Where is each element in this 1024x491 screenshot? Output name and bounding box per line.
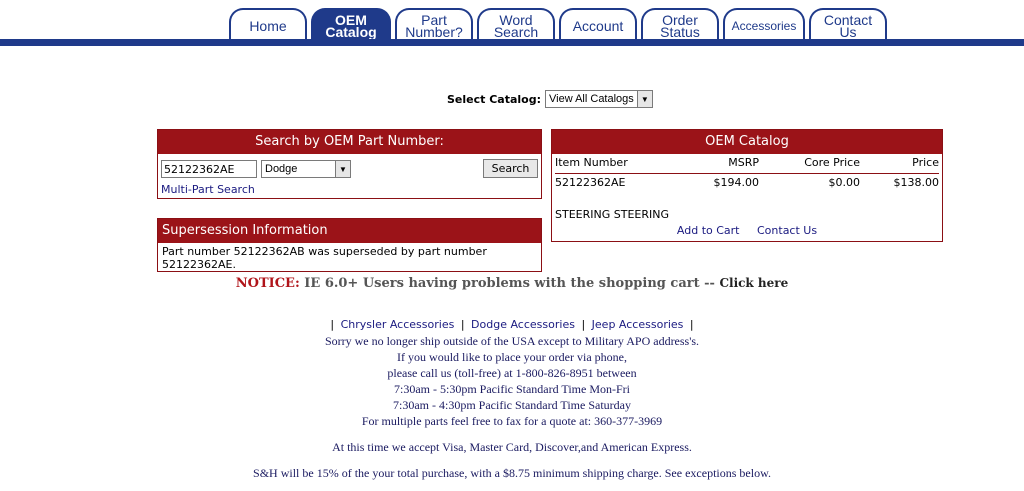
link-separator: | (460, 318, 465, 331)
catalog-select-row (447, 90, 653, 108)
column-header-msrp: MSRP (728, 156, 759, 169)
search-panel-title: Search by OEM Part Number: (158, 130, 541, 154)
fax-quote-line: For multiple parts feel free to fax for a quote at: 360-377-3969 (361, 414, 663, 428)
oem-catalog-title: OEM Catalog (552, 130, 942, 154)
tab-accessories[interactable]: Accessories (723, 8, 805, 41)
supersession-text: Part number 52122362AB was superseded by part number 52122362AE. (162, 245, 487, 271)
chrysler-accessories-link[interactable]: Chrysler Accessories (340, 318, 455, 331)
tab-oem-catalog[interactable]: OEM Catalog (311, 8, 391, 41)
table-divider (555, 173, 939, 174)
supersession-title: Supersession Information (158, 219, 541, 243)
phone-number-line: please call us (toll-free) at 1-800-826-8951 between (387, 366, 637, 380)
shipping-charge-line: S&H will be 15% of the your total purchase, with a $8.75 minimum shipping charge. See exceptions below. (253, 466, 771, 480)
catalog-select-label: Select Catalog: (447, 92, 541, 106)
tab-order-status[interactable]: Order Status (641, 8, 719, 41)
msrp-cell: $194.00 (713, 176, 759, 189)
item-number-cell: 52122362AE (555, 176, 626, 189)
tab-part-number[interactable]: Part Number? (395, 8, 473, 41)
search-by-part-panel (157, 129, 542, 199)
search-button[interactable]: Search (483, 159, 538, 178)
hours-saturday-line: 7:30am - 4:30pm Pacific Standard Time Saturday (393, 398, 631, 412)
column-header-core-price: Core Price (804, 156, 860, 169)
shipping-notice-line: Sorry we no longer ship outside of the USA except to Military APO address's. (324, 334, 700, 348)
notice-text: IE 6.0+ Users having problems with the shopping cart -- (304, 276, 715, 291)
chevron-down-icon: ▼ (637, 91, 652, 107)
oem-catalog-panel (551, 129, 943, 242)
notice-banner (0, 276, 1024, 291)
top-navigation (0, 0, 1024, 46)
contact-us-link[interactable]: Contact Us (757, 224, 818, 237)
link-separator: | (689, 318, 694, 331)
supersession-panel (157, 218, 542, 272)
tab-home[interactable]: Home (229, 8, 307, 41)
make-select[interactable] (261, 160, 351, 178)
link-separator: | (330, 318, 335, 331)
payment-methods-line: At this time we accept Visa, Master Card, Discover,and American Express. (332, 440, 692, 454)
link-separator: | (581, 318, 586, 331)
oem-actions (552, 224, 942, 237)
part-number-input[interactable] (161, 160, 257, 178)
part-description: STEERING STEERING (555, 208, 669, 221)
core-price-cell: $0.00 (828, 176, 860, 189)
table-header-row (555, 154, 939, 172)
tab-contact-us[interactable]: Contact Us (809, 8, 887, 41)
hours-weekday-line: 7:30am - 5:30pm Pacific Standard Time Mon-Fri (394, 382, 630, 396)
catalog-select[interactable] (545, 90, 653, 108)
notice-label: NOTICE: (235, 276, 300, 291)
multi-part-search-link[interactable]: Multi-Part Search (161, 183, 255, 196)
add-to-cart-link[interactable]: Add to Cart (676, 224, 740, 237)
column-header-item-number: Item Number (555, 156, 628, 169)
accessory-links (0, 318, 1024, 331)
tab-account[interactable]: Account (559, 8, 637, 41)
table-row (555, 174, 939, 192)
chevron-down-icon: ▼ (335, 161, 350, 177)
catalog-select-value: View All Catalogs (549, 93, 634, 105)
dodge-accessories-link[interactable]: Dodge Accessories (471, 318, 575, 331)
nav-divider (0, 39, 1024, 46)
price-cell: $138.00 (893, 176, 939, 189)
column-header-price: Price (912, 156, 939, 169)
notice-click-here-link[interactable]: Click here (719, 276, 789, 290)
phone-order-line: If you would like to place your order via phone, (397, 350, 627, 364)
tab-word-search[interactable]: Word Search (477, 8, 555, 41)
make-select-value: Dodge (265, 163, 298, 175)
jeep-accessories-link[interactable]: Jeep Accessories (591, 318, 684, 331)
